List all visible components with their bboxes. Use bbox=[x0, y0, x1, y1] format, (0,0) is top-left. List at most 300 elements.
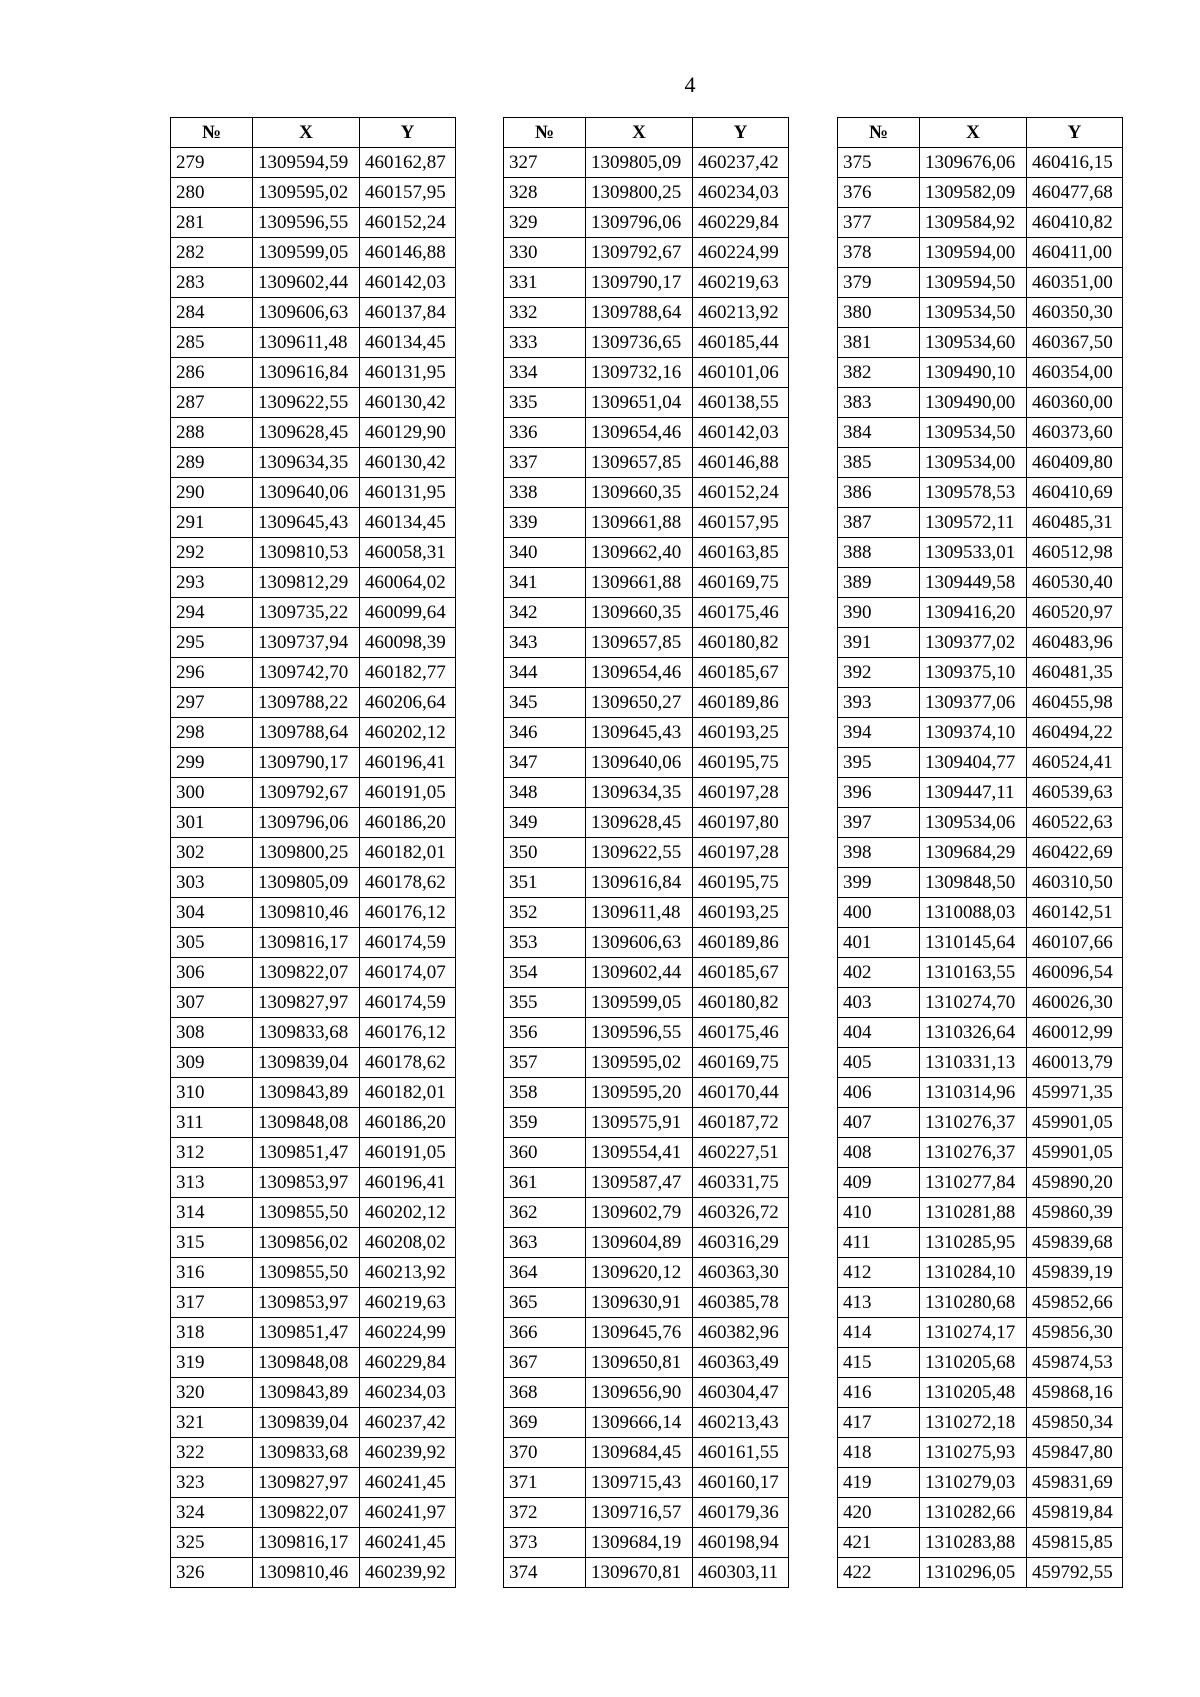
x-coordinate: 1309651,04 bbox=[586, 388, 693, 418]
point-number: 401 bbox=[838, 928, 920, 958]
table-row bbox=[838, 868, 1123, 898]
x-coordinate: 1309656,90 bbox=[586, 1378, 693, 1408]
table-row bbox=[504, 718, 789, 748]
table-row bbox=[171, 628, 456, 658]
point-number: 296 bbox=[171, 658, 253, 688]
point-number: 338 bbox=[504, 478, 586, 508]
x-coordinate: 1309645,43 bbox=[253, 508, 360, 538]
x-coordinate: 1309616,84 bbox=[253, 358, 360, 388]
point-number: 385 bbox=[838, 448, 920, 478]
column-header-no: № bbox=[504, 118, 586, 148]
table-row bbox=[171, 718, 456, 748]
y-coordinate: 460186,20 bbox=[360, 808, 456, 838]
y-coordinate: 460182,01 bbox=[360, 1078, 456, 1108]
table-row bbox=[838, 838, 1123, 868]
y-coordinate: 460134,45 bbox=[360, 508, 456, 538]
y-coordinate: 460316,29 bbox=[693, 1228, 789, 1258]
table-row bbox=[838, 388, 1123, 418]
y-coordinate: 460161,55 bbox=[693, 1438, 789, 1468]
x-coordinate: 1309587,47 bbox=[586, 1168, 693, 1198]
column-header-x: X bbox=[586, 118, 693, 148]
table-row bbox=[838, 358, 1123, 388]
y-coordinate: 460189,86 bbox=[693, 688, 789, 718]
point-number: 373 bbox=[504, 1528, 586, 1558]
x-coordinate: 1309654,46 bbox=[586, 418, 693, 448]
point-number: 345 bbox=[504, 688, 586, 718]
y-coordinate: 460409,80 bbox=[1027, 448, 1123, 478]
y-coordinate: 460303,11 bbox=[693, 1558, 789, 1588]
x-coordinate: 1309822,07 bbox=[253, 958, 360, 988]
table-row bbox=[838, 418, 1123, 448]
table-header-row bbox=[838, 118, 1123, 148]
x-coordinate: 1309800,25 bbox=[586, 178, 693, 208]
y-coordinate: 460351,00 bbox=[1027, 268, 1123, 298]
y-coordinate: 460138,55 bbox=[693, 388, 789, 418]
y-coordinate: 460013,79 bbox=[1027, 1048, 1123, 1078]
point-number: 343 bbox=[504, 628, 586, 658]
x-coordinate: 1309792,67 bbox=[253, 778, 360, 808]
x-coordinate: 1309645,43 bbox=[586, 718, 693, 748]
point-number: 389 bbox=[838, 568, 920, 598]
point-number: 384 bbox=[838, 418, 920, 448]
x-coordinate: 1309599,05 bbox=[253, 238, 360, 268]
table-row bbox=[171, 508, 456, 538]
point-number: 319 bbox=[171, 1348, 253, 1378]
point-number: 312 bbox=[171, 1138, 253, 1168]
x-coordinate: 1309640,06 bbox=[586, 748, 693, 778]
table-row bbox=[504, 1018, 789, 1048]
table-row bbox=[504, 628, 789, 658]
x-coordinate: 1310205,68 bbox=[920, 1348, 1027, 1378]
y-coordinate: 460160,17 bbox=[693, 1468, 789, 1498]
x-coordinate: 1309839,04 bbox=[253, 1408, 360, 1438]
point-number: 322 bbox=[171, 1438, 253, 1468]
table-row bbox=[171, 1438, 456, 1468]
y-coordinate: 460219,63 bbox=[360, 1288, 456, 1318]
point-number: 379 bbox=[838, 268, 920, 298]
column-header-y: Y bbox=[1027, 118, 1123, 148]
x-coordinate: 1309640,06 bbox=[253, 478, 360, 508]
y-coordinate: 460186,20 bbox=[360, 1108, 456, 1138]
point-number: 417 bbox=[838, 1408, 920, 1438]
y-coordinate: 460208,02 bbox=[360, 1228, 456, 1258]
x-coordinate: 1310284,10 bbox=[920, 1258, 1027, 1288]
x-coordinate: 1309622,55 bbox=[253, 388, 360, 418]
y-coordinate: 460130,42 bbox=[360, 388, 456, 418]
y-coordinate: 460229,84 bbox=[693, 208, 789, 238]
y-coordinate: 460174,07 bbox=[360, 958, 456, 988]
x-coordinate: 1310280,68 bbox=[920, 1288, 1027, 1318]
table-row bbox=[838, 148, 1123, 178]
point-number: 325 bbox=[171, 1528, 253, 1558]
x-coordinate: 1309810,46 bbox=[253, 898, 360, 928]
coordinates-table-2 bbox=[503, 117, 789, 1588]
table-row bbox=[171, 808, 456, 838]
x-coordinate: 1309604,89 bbox=[586, 1228, 693, 1258]
point-number: 297 bbox=[171, 688, 253, 718]
table-row bbox=[171, 1408, 456, 1438]
point-number: 392 bbox=[838, 658, 920, 688]
y-coordinate: 460241,45 bbox=[360, 1528, 456, 1558]
table-row bbox=[838, 598, 1123, 628]
point-number: 353 bbox=[504, 928, 586, 958]
x-coordinate: 1309377,06 bbox=[920, 688, 1027, 718]
x-coordinate: 1309596,55 bbox=[586, 1018, 693, 1048]
point-number: 377 bbox=[838, 208, 920, 238]
y-coordinate: 460494,22 bbox=[1027, 718, 1123, 748]
table-row bbox=[838, 508, 1123, 538]
y-coordinate: 460520,97 bbox=[1027, 598, 1123, 628]
x-coordinate: 1310281,88 bbox=[920, 1198, 1027, 1228]
table-row bbox=[504, 418, 789, 448]
point-number: 398 bbox=[838, 838, 920, 868]
y-coordinate: 460455,98 bbox=[1027, 688, 1123, 718]
x-coordinate: 1309855,50 bbox=[253, 1198, 360, 1228]
x-coordinate: 1310163,55 bbox=[920, 958, 1027, 988]
point-number: 286 bbox=[171, 358, 253, 388]
y-coordinate: 460191,05 bbox=[360, 1138, 456, 1168]
x-coordinate: 1309684,29 bbox=[920, 838, 1027, 868]
point-number: 326 bbox=[171, 1558, 253, 1588]
x-coordinate: 1309657,85 bbox=[586, 448, 693, 478]
y-coordinate: 459847,80 bbox=[1027, 1438, 1123, 1468]
x-coordinate: 1309584,92 bbox=[920, 208, 1027, 238]
y-coordinate: 460198,94 bbox=[693, 1528, 789, 1558]
point-number: 280 bbox=[171, 178, 253, 208]
x-coordinate: 1309594,00 bbox=[920, 238, 1027, 268]
x-coordinate: 1309839,04 bbox=[253, 1048, 360, 1078]
table-row bbox=[171, 1228, 456, 1258]
point-number: 283 bbox=[171, 268, 253, 298]
point-number: 284 bbox=[171, 298, 253, 328]
y-coordinate: 460012,99 bbox=[1027, 1018, 1123, 1048]
table-row bbox=[171, 358, 456, 388]
x-coordinate: 1309843,89 bbox=[253, 1078, 360, 1108]
y-coordinate: 460169,75 bbox=[693, 568, 789, 598]
table-row bbox=[171, 958, 456, 988]
y-coordinate: 459890,20 bbox=[1027, 1168, 1123, 1198]
y-coordinate: 460178,62 bbox=[360, 1048, 456, 1078]
table-row bbox=[838, 1558, 1123, 1588]
table-row bbox=[838, 988, 1123, 1018]
y-coordinate: 460142,03 bbox=[693, 418, 789, 448]
table-row bbox=[838, 1228, 1123, 1258]
table-row bbox=[504, 388, 789, 418]
table-row bbox=[504, 1468, 789, 1498]
point-number: 352 bbox=[504, 898, 586, 928]
x-coordinate: 1309657,85 bbox=[586, 628, 693, 658]
point-number: 360 bbox=[504, 1138, 586, 1168]
x-coordinate: 1309650,27 bbox=[586, 688, 693, 718]
y-coordinate: 460157,95 bbox=[360, 178, 456, 208]
point-number: 289 bbox=[171, 448, 253, 478]
x-coordinate: 1309788,64 bbox=[586, 298, 693, 328]
x-coordinate: 1309594,59 bbox=[253, 148, 360, 178]
table-row bbox=[504, 958, 789, 988]
point-number: 305 bbox=[171, 928, 253, 958]
table-row bbox=[838, 658, 1123, 688]
point-number: 414 bbox=[838, 1318, 920, 1348]
table-row bbox=[171, 838, 456, 868]
x-coordinate: 1309606,63 bbox=[253, 298, 360, 328]
point-number: 370 bbox=[504, 1438, 586, 1468]
x-coordinate: 1309534,50 bbox=[920, 298, 1027, 328]
x-coordinate: 1309602,79 bbox=[586, 1198, 693, 1228]
point-number: 320 bbox=[171, 1378, 253, 1408]
table-row bbox=[171, 418, 456, 448]
point-number: 383 bbox=[838, 388, 920, 418]
table-row bbox=[838, 718, 1123, 748]
table-row bbox=[838, 628, 1123, 658]
table-row bbox=[838, 688, 1123, 718]
y-coordinate: 460411,00 bbox=[1027, 238, 1123, 268]
table-row bbox=[504, 508, 789, 538]
table-row bbox=[838, 958, 1123, 988]
table-row bbox=[171, 1198, 456, 1228]
x-coordinate: 1309602,44 bbox=[586, 958, 693, 988]
x-coordinate: 1309670,81 bbox=[586, 1558, 693, 1588]
x-coordinate: 1309666,14 bbox=[586, 1408, 693, 1438]
point-number: 300 bbox=[171, 778, 253, 808]
table-row bbox=[504, 1408, 789, 1438]
table-row bbox=[504, 1198, 789, 1228]
y-coordinate: 460234,03 bbox=[693, 178, 789, 208]
point-number: 371 bbox=[504, 1468, 586, 1498]
table-row bbox=[838, 1048, 1123, 1078]
point-number: 291 bbox=[171, 508, 253, 538]
point-number: 293 bbox=[171, 568, 253, 598]
column-header-y: Y bbox=[693, 118, 789, 148]
point-number: 372 bbox=[504, 1498, 586, 1528]
y-coordinate: 460196,41 bbox=[360, 748, 456, 778]
x-coordinate: 1309715,43 bbox=[586, 1468, 693, 1498]
y-coordinate: 460026,30 bbox=[1027, 988, 1123, 1018]
point-number: 288 bbox=[171, 418, 253, 448]
y-coordinate: 460227,51 bbox=[693, 1138, 789, 1168]
y-coordinate: 460179,36 bbox=[693, 1498, 789, 1528]
table-row bbox=[838, 178, 1123, 208]
table-row bbox=[171, 478, 456, 508]
y-coordinate: 460304,47 bbox=[693, 1378, 789, 1408]
y-coordinate: 459971,35 bbox=[1027, 1078, 1123, 1108]
y-coordinate: 460195,75 bbox=[693, 868, 789, 898]
y-coordinate: 460193,25 bbox=[693, 898, 789, 928]
y-coordinate: 460530,40 bbox=[1027, 568, 1123, 598]
table-row bbox=[838, 1138, 1123, 1168]
x-coordinate: 1309582,09 bbox=[920, 178, 1027, 208]
y-coordinate: 460224,99 bbox=[693, 238, 789, 268]
point-number: 292 bbox=[171, 538, 253, 568]
x-coordinate: 1309650,81 bbox=[586, 1348, 693, 1378]
y-coordinate: 460213,43 bbox=[693, 1408, 789, 1438]
y-coordinate: 460182,01 bbox=[360, 838, 456, 868]
table-row bbox=[838, 1468, 1123, 1498]
y-coordinate: 460195,75 bbox=[693, 748, 789, 778]
y-coordinate: 460213,92 bbox=[693, 298, 789, 328]
y-coordinate: 460058,31 bbox=[360, 538, 456, 568]
x-coordinate: 1309596,55 bbox=[253, 208, 360, 238]
table-row bbox=[171, 448, 456, 478]
x-coordinate: 1310276,37 bbox=[920, 1108, 1027, 1138]
table-row bbox=[171, 1078, 456, 1108]
table-row bbox=[171, 1528, 456, 1558]
point-number: 380 bbox=[838, 298, 920, 328]
x-coordinate: 1309578,53 bbox=[920, 478, 1027, 508]
y-coordinate: 460310,50 bbox=[1027, 868, 1123, 898]
point-number: 390 bbox=[838, 598, 920, 628]
point-number: 420 bbox=[838, 1498, 920, 1528]
table-row bbox=[171, 868, 456, 898]
x-coordinate: 1309684,45 bbox=[586, 1438, 693, 1468]
y-coordinate: 460178,62 bbox=[360, 868, 456, 898]
point-number: 411 bbox=[838, 1228, 920, 1258]
table-row bbox=[838, 898, 1123, 928]
table-row bbox=[171, 1138, 456, 1168]
table-row bbox=[504, 358, 789, 388]
x-coordinate: 1309628,45 bbox=[253, 418, 360, 448]
table-row bbox=[838, 1438, 1123, 1468]
y-coordinate: 460180,82 bbox=[693, 628, 789, 658]
column-header-no: № bbox=[171, 118, 253, 148]
table-row bbox=[838, 1168, 1123, 1198]
x-coordinate: 1309490,10 bbox=[920, 358, 1027, 388]
x-coordinate: 1309788,22 bbox=[253, 688, 360, 718]
table-row bbox=[171, 1168, 456, 1198]
x-coordinate: 1310276,37 bbox=[920, 1138, 1027, 1168]
x-coordinate: 1309843,89 bbox=[253, 1378, 360, 1408]
x-coordinate: 1309788,64 bbox=[253, 718, 360, 748]
table-row bbox=[171, 1378, 456, 1408]
point-number: 301 bbox=[171, 808, 253, 838]
x-coordinate: 1309661,88 bbox=[586, 568, 693, 598]
column-header-x: X bbox=[253, 118, 360, 148]
table-row bbox=[504, 748, 789, 778]
y-coordinate: 460176,12 bbox=[360, 898, 456, 928]
table-row bbox=[504, 1318, 789, 1348]
x-coordinate: 1309742,70 bbox=[253, 658, 360, 688]
y-coordinate: 460524,41 bbox=[1027, 748, 1123, 778]
x-coordinate: 1310314,96 bbox=[920, 1078, 1027, 1108]
table-row bbox=[504, 208, 789, 238]
table-row bbox=[504, 1528, 789, 1558]
point-number: 402 bbox=[838, 958, 920, 988]
table-row bbox=[171, 148, 456, 178]
table-row bbox=[504, 538, 789, 568]
y-coordinate: 460410,69 bbox=[1027, 478, 1123, 508]
x-coordinate: 1309848,08 bbox=[253, 1348, 360, 1378]
table-row bbox=[171, 1258, 456, 1288]
x-coordinate: 1309848,50 bbox=[920, 868, 1027, 898]
point-number: 412 bbox=[838, 1258, 920, 1288]
x-coordinate: 1309662,40 bbox=[586, 538, 693, 568]
point-number: 400 bbox=[838, 898, 920, 928]
point-number: 403 bbox=[838, 988, 920, 1018]
point-number: 298 bbox=[171, 718, 253, 748]
table-row bbox=[171, 598, 456, 628]
table-row bbox=[838, 538, 1123, 568]
y-coordinate: 460189,86 bbox=[693, 928, 789, 958]
y-coordinate: 460180,82 bbox=[693, 988, 789, 1018]
x-coordinate: 1309606,63 bbox=[586, 928, 693, 958]
point-number: 395 bbox=[838, 748, 920, 778]
table-row bbox=[504, 898, 789, 928]
y-coordinate: 459839,68 bbox=[1027, 1228, 1123, 1258]
table-row bbox=[838, 478, 1123, 508]
y-coordinate: 460193,25 bbox=[693, 718, 789, 748]
point-number: 316 bbox=[171, 1258, 253, 1288]
x-coordinate: 1309595,20 bbox=[586, 1078, 693, 1108]
y-coordinate: 460234,03 bbox=[360, 1378, 456, 1408]
y-coordinate: 460206,64 bbox=[360, 688, 456, 718]
x-coordinate: 1309816,17 bbox=[253, 928, 360, 958]
point-number: 422 bbox=[838, 1558, 920, 1588]
point-number: 396 bbox=[838, 778, 920, 808]
point-number: 405 bbox=[838, 1048, 920, 1078]
table-row bbox=[838, 328, 1123, 358]
table-row bbox=[504, 778, 789, 808]
x-coordinate: 1309812,29 bbox=[253, 568, 360, 598]
point-number: 290 bbox=[171, 478, 253, 508]
point-number: 337 bbox=[504, 448, 586, 478]
x-coordinate: 1309602,44 bbox=[253, 268, 360, 298]
point-number: 365 bbox=[504, 1288, 586, 1318]
y-coordinate: 460099,64 bbox=[360, 598, 456, 628]
y-coordinate: 460182,77 bbox=[360, 658, 456, 688]
x-coordinate: 1309796,06 bbox=[253, 808, 360, 838]
table-row bbox=[171, 748, 456, 778]
x-coordinate: 1309594,50 bbox=[920, 268, 1027, 298]
x-coordinate: 1309630,91 bbox=[586, 1288, 693, 1318]
y-coordinate: 460152,24 bbox=[693, 478, 789, 508]
table-row bbox=[171, 1498, 456, 1528]
table-row bbox=[838, 1528, 1123, 1558]
x-coordinate: 1309732,16 bbox=[586, 358, 693, 388]
x-coordinate: 1309660,35 bbox=[586, 598, 693, 628]
x-coordinate: 1309534,00 bbox=[920, 448, 1027, 478]
point-number: 332 bbox=[504, 298, 586, 328]
point-number: 313 bbox=[171, 1168, 253, 1198]
table-header-row bbox=[171, 118, 456, 148]
y-coordinate: 460185,67 bbox=[693, 958, 789, 988]
y-coordinate: 459874,53 bbox=[1027, 1348, 1123, 1378]
table-row bbox=[838, 1318, 1123, 1348]
y-coordinate: 460157,95 bbox=[693, 508, 789, 538]
point-number: 341 bbox=[504, 568, 586, 598]
point-number: 364 bbox=[504, 1258, 586, 1288]
point-number: 362 bbox=[504, 1198, 586, 1228]
table-row bbox=[504, 1288, 789, 1318]
point-number: 279 bbox=[171, 148, 253, 178]
point-number: 361 bbox=[504, 1168, 586, 1198]
point-number: 388 bbox=[838, 538, 920, 568]
point-number: 374 bbox=[504, 1558, 586, 1588]
y-coordinate: 460367,50 bbox=[1027, 328, 1123, 358]
point-number: 350 bbox=[504, 838, 586, 868]
point-number: 327 bbox=[504, 148, 586, 178]
point-number: 331 bbox=[504, 268, 586, 298]
x-coordinate: 1309595,02 bbox=[253, 178, 360, 208]
table-row bbox=[171, 1558, 456, 1588]
x-coordinate: 1309805,09 bbox=[586, 148, 693, 178]
y-coordinate: 460169,75 bbox=[693, 1048, 789, 1078]
point-number: 366 bbox=[504, 1318, 586, 1348]
x-coordinate: 1309554,41 bbox=[586, 1138, 693, 1168]
table-row bbox=[504, 1378, 789, 1408]
point-number: 407 bbox=[838, 1108, 920, 1138]
table-row bbox=[504, 1228, 789, 1258]
point-number: 349 bbox=[504, 808, 586, 838]
table-row bbox=[838, 778, 1123, 808]
